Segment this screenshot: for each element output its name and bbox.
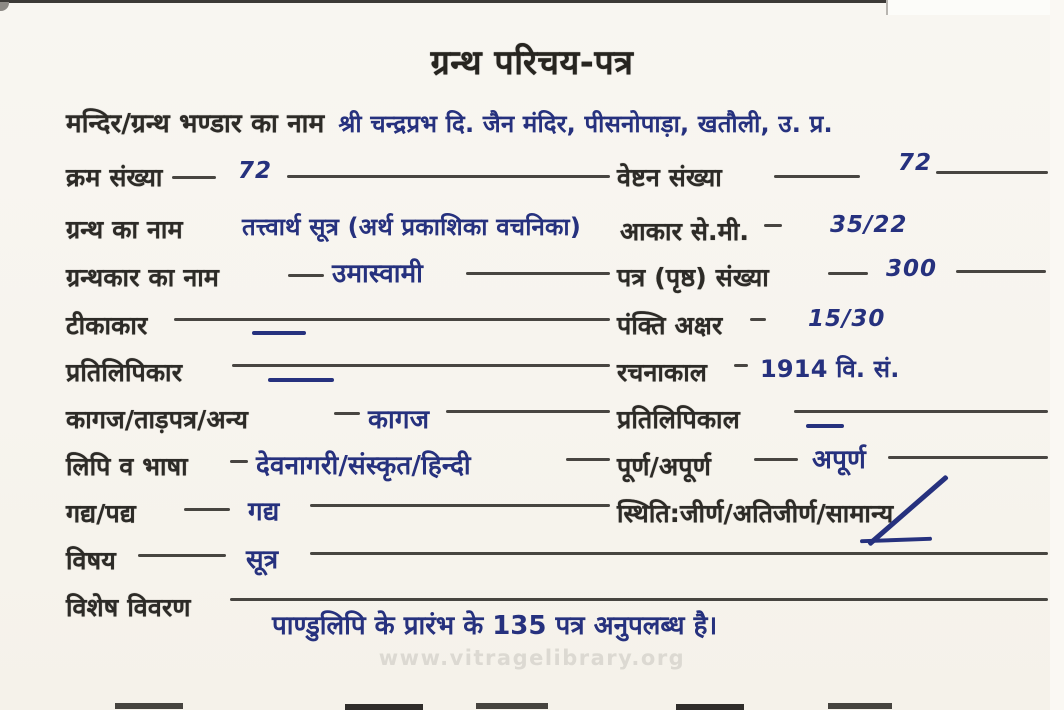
- field-value-material: कागज: [368, 405, 430, 435]
- ruled-line: [310, 552, 1048, 555]
- field-value-repository-name: श्री चन्द्रप्रभ दि. जैन मंदिर, पीसनोपाड़ा, खतौली, उ. प्र.: [338, 110, 833, 138]
- watermark-text: www.vitragelibrary.org: [378, 646, 686, 670]
- field-value-prose-verse: गद्य: [248, 497, 280, 527]
- blank-entry-dash: [268, 378, 334, 382]
- field-value-serial-number: 72: [238, 158, 273, 184]
- ruled-line: [230, 460, 248, 463]
- page-title: ग्रन्थ परिचय-पत्र: [430, 43, 634, 83]
- ruled-line: [310, 504, 610, 507]
- field-label-material: कागज/ताड़पत्र/अन्य: [66, 405, 249, 434]
- field-label-repository-name: मन्दिर/ग्रन्थ भण्डार का नाम: [66, 109, 325, 139]
- field-value-completeness: अपूर्ण: [812, 445, 867, 475]
- field-label-script-language: लिपि व भाषा: [66, 452, 188, 481]
- field-value-author: उमास्वामी: [332, 259, 424, 289]
- field-label-bundle-number: वेष्टन संख्या: [617, 163, 722, 192]
- scan-artifact-bottom-dash: [476, 703, 548, 709]
- ruled-line: [184, 508, 230, 511]
- field-label-size-cm: आकार से.मी.: [620, 217, 750, 246]
- scan-artifact-bottom-dash: [115, 703, 183, 709]
- scan-artifact-top-edge: [0, 0, 886, 3]
- field-label-composition-date: रचनाकाल: [617, 358, 708, 387]
- field-value-bundle-number: 72: [898, 150, 933, 176]
- field-value-script-language: देवनागरी/संस्कृत/हिन्दी: [256, 451, 471, 481]
- ruled-line: [774, 175, 860, 178]
- blank-entry-dash: [252, 331, 306, 335]
- field-value-subject: सूत्र: [246, 545, 279, 575]
- field-label-prose-verse: गद्य/पद्य: [66, 499, 136, 528]
- scan-artifact-bottom-dash: [676, 704, 744, 710]
- ruled-line: [566, 458, 610, 461]
- field-label-completeness: पूर्ण/अपूर्ण: [617, 452, 711, 481]
- ruled-line: [172, 176, 216, 179]
- field-label-serial-number: क्रम संख्या: [66, 163, 163, 192]
- field-value-size-cm: 35/22: [830, 212, 908, 238]
- header-row: [66, 104, 1054, 140]
- ruled-line: [936, 171, 1048, 174]
- scan-artifact-corner-mark: [0, 2, 9, 11]
- field-label-special-details: विशेष विवरण: [66, 593, 191, 622]
- field-label-copy-date: प्रतिलिपिकाल: [617, 405, 740, 434]
- ruled-line: [288, 274, 324, 277]
- field-value-composition-date: 1914 वि. सं.: [760, 355, 900, 383]
- ruled-line: [334, 412, 360, 415]
- field-value-book-name: तत्त्वार्थ सूत्र (अर्थ प्रकाशिका वचनिका): [242, 213, 581, 241]
- field-label-subject: विषय: [66, 546, 116, 575]
- ruled-line: [734, 364, 748, 367]
- field-label-lines-letters: पंक्ति अक्षर: [617, 311, 723, 340]
- ruled-line: [794, 410, 1048, 413]
- field-value-special-details: पाण्डुलिपि के प्रारंभ के 135 पत्र अनुपलब्ध है।: [272, 611, 718, 641]
- field-value-lines-letters: 15/30: [808, 306, 886, 332]
- ruled-line: [754, 458, 798, 461]
- ruled-line: [828, 272, 868, 275]
- field-label-condition: स्थिति:जीर्ण/अतिजीर्ण/सामान्य: [617, 499, 894, 528]
- ruled-line: [230, 598, 1048, 601]
- ruled-line: [764, 224, 782, 227]
- ruled-line: [466, 272, 610, 275]
- scan-artifact-bottom-dash: [345, 704, 423, 710]
- scan-artifact-top-right-notch: [886, 0, 1064, 15]
- ruled-line: [956, 270, 1046, 273]
- ruled-line: [232, 364, 610, 367]
- field-label-book-name: ग्रन्थ का नाम: [66, 215, 183, 244]
- ruled-line: [138, 554, 226, 557]
- ruled-line: [446, 410, 610, 413]
- ruled-line: [750, 318, 766, 321]
- scan-artifact-bottom-dash: [828, 703, 892, 709]
- ruled-line: [888, 456, 1048, 459]
- field-label-author: ग्रन्थकार का नाम: [66, 263, 220, 292]
- ruled-line: [287, 175, 610, 178]
- field-label-commentator: टीकाकार: [66, 311, 148, 340]
- field-label-leaf-page-count: पत्र (पृष्ठ) संख्या: [617, 263, 769, 292]
- blank-entry-dash: [806, 424, 844, 428]
- ruled-line: [174, 318, 610, 321]
- field-label-copyist: प्रतिलिपिकार: [66, 358, 183, 387]
- field-value-leaf-page-count: 300: [886, 256, 938, 282]
